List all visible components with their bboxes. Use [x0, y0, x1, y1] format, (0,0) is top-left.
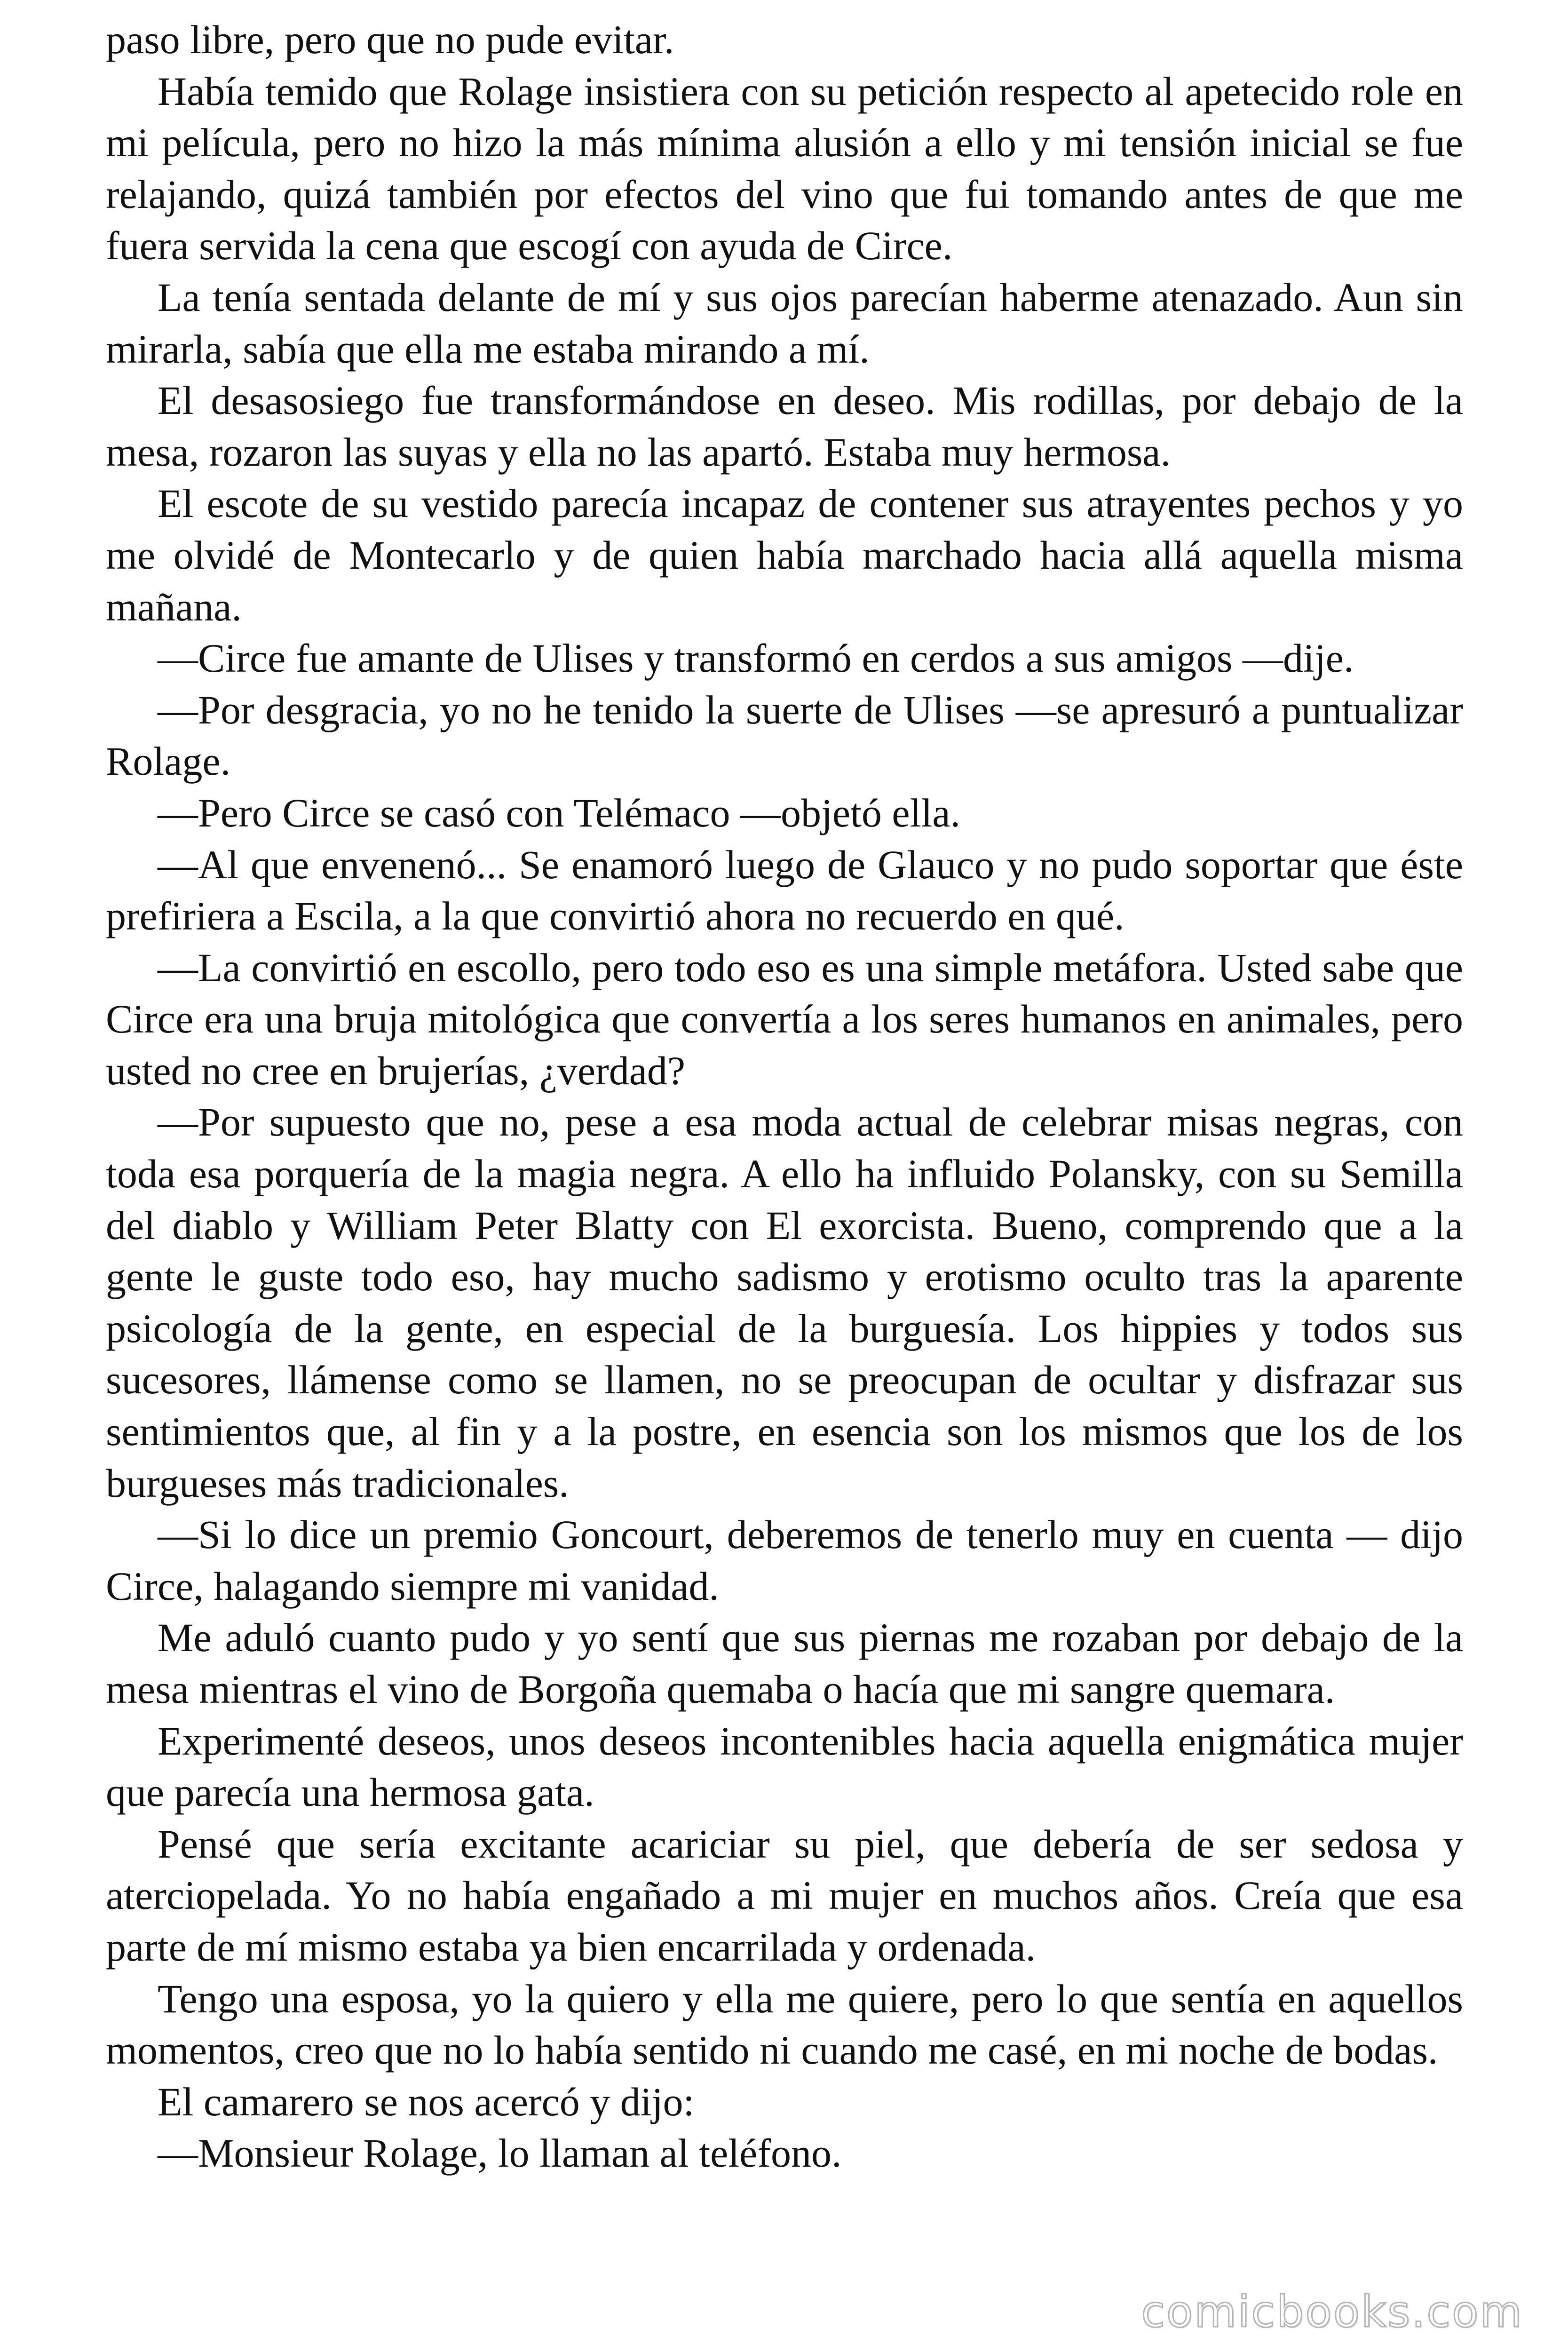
paragraph: La tenía sentada delante de mí y sus ojos parecían haberme atenazado. Aun sin mirarla, sabía que ella me estaba mirando a mí. — [106, 274, 1463, 372]
paragraph: Me aduló cuanto pudo y yo sentí que sus piernas me rozaban por debajo de la mesa mientras el vino de Borgoña quemaba o hacía que mi sangre quemara. — [106, 1615, 1463, 1712]
paragraph: paso libre, pero que no pude evitar. — [106, 17, 674, 62]
paragraph: Tengo una esposa, yo la quiero y ella me quiere, pero lo que sentía en aquellos momentos, creo que no lo había sentido ni cuando me casé, en mi noche de bodas. — [106, 1976, 1463, 2073]
paragraph: —Pero Circe se casó con Telémaco —objetó ella. — [158, 790, 961, 835]
paragraph: Pensé que sería excitante acariciar su piel, que debería de ser sedosa y aterciopelada. Yo no había engañado a mi mujer en muchos años. Creía que esa parte de mí mismo estaba ya bien encarrilada y ordenada. — [106, 1821, 1463, 1970]
watermark-text: comicbooks.com — [1141, 2287, 1523, 2337]
paragraph: —Al que envenenó... Se enamoró luego de Glauco y no pudo soportar que éste prefiriera a Escila, a la que convirtió ahora no recuerdo en qué. — [106, 842, 1463, 939]
paragraph: Había temido que Rolage insistiera con su petición respecto al apetecido role en mi película, pero no hizo la más mínima alusión a ello y mi tensión inicial se fue relajando, quizá también por efectos del vino que fui tomando antes de que me fuera servida la cena que escogí con ayuda de Circe. — [106, 68, 1463, 269]
book-page-text — [106, 14, 1463, 2179]
paragraph: —Por desgracia, yo no he tenido la suerte de Ulises —se apresuró a puntualizar Rolage. — [106, 687, 1463, 784]
paragraph: El escote de su vestido parecía incapaz de contener sus atrayentes pechos y yo me olvidé de Montecarlo y de quien había marchado hacia allá aquella misma mañana. — [106, 481, 1463, 629]
paragraph: —La convirtió en escollo, pero todo eso es una simple metáfora. Usted sabe que Circe era una bruja mitológica que convertía a los seres humanos en animales, pero usted no cree en brujerías, ¿verdad? — [106, 945, 1463, 1093]
paragraph: El camarero se nos acercó y dijo: — [158, 2079, 695, 2124]
paragraph: El desasosiego fue transformándose en deseo. Mis rodillas, por debajo de la mesa, rozaron las suyas y ella no las apartó. Estaba muy hermosa. — [106, 378, 1463, 475]
paragraph: —Por supuesto que no, pese a esa moda actual de celebrar misas negras, con toda esa porquería de la magia negra. A ello ha influido Polansky, con su Semilla del diablo y William Peter Blatty con El exorcista. Bueno, comprendo que a la gente le guste todo eso, hay mucho sadismo y erotismo oculto tras la aparente psicología de la gente, en especial de la burguesía. Los hippies y todos sus sucesores, llámense como se llamen, no se preocupan de ocultar y disfrazar sus sentimientos que, al fin y a la postre, en esencia son los mismos que los de los burgueses más tradicionales. — [106, 1099, 1463, 1506]
paragraph: —Si lo dice un premio Goncourt, deberemos de tenerlo muy en cuenta — dijo Circe, halagando siempre mi vanidad. — [106, 1512, 1463, 1609]
paragraph: Experimenté deseos, unos deseos incontenibles hacia aquella enigmática mujer que parecía una hermosa gata. — [106, 1718, 1463, 1815]
paragraph: —Circe fue amante de Ulises y transformó en cerdos a sus amigos —dije. — [158, 636, 1354, 681]
paragraph: —Monsieur Rolage, lo llaman al teléfono. — [158, 2130, 842, 2176]
